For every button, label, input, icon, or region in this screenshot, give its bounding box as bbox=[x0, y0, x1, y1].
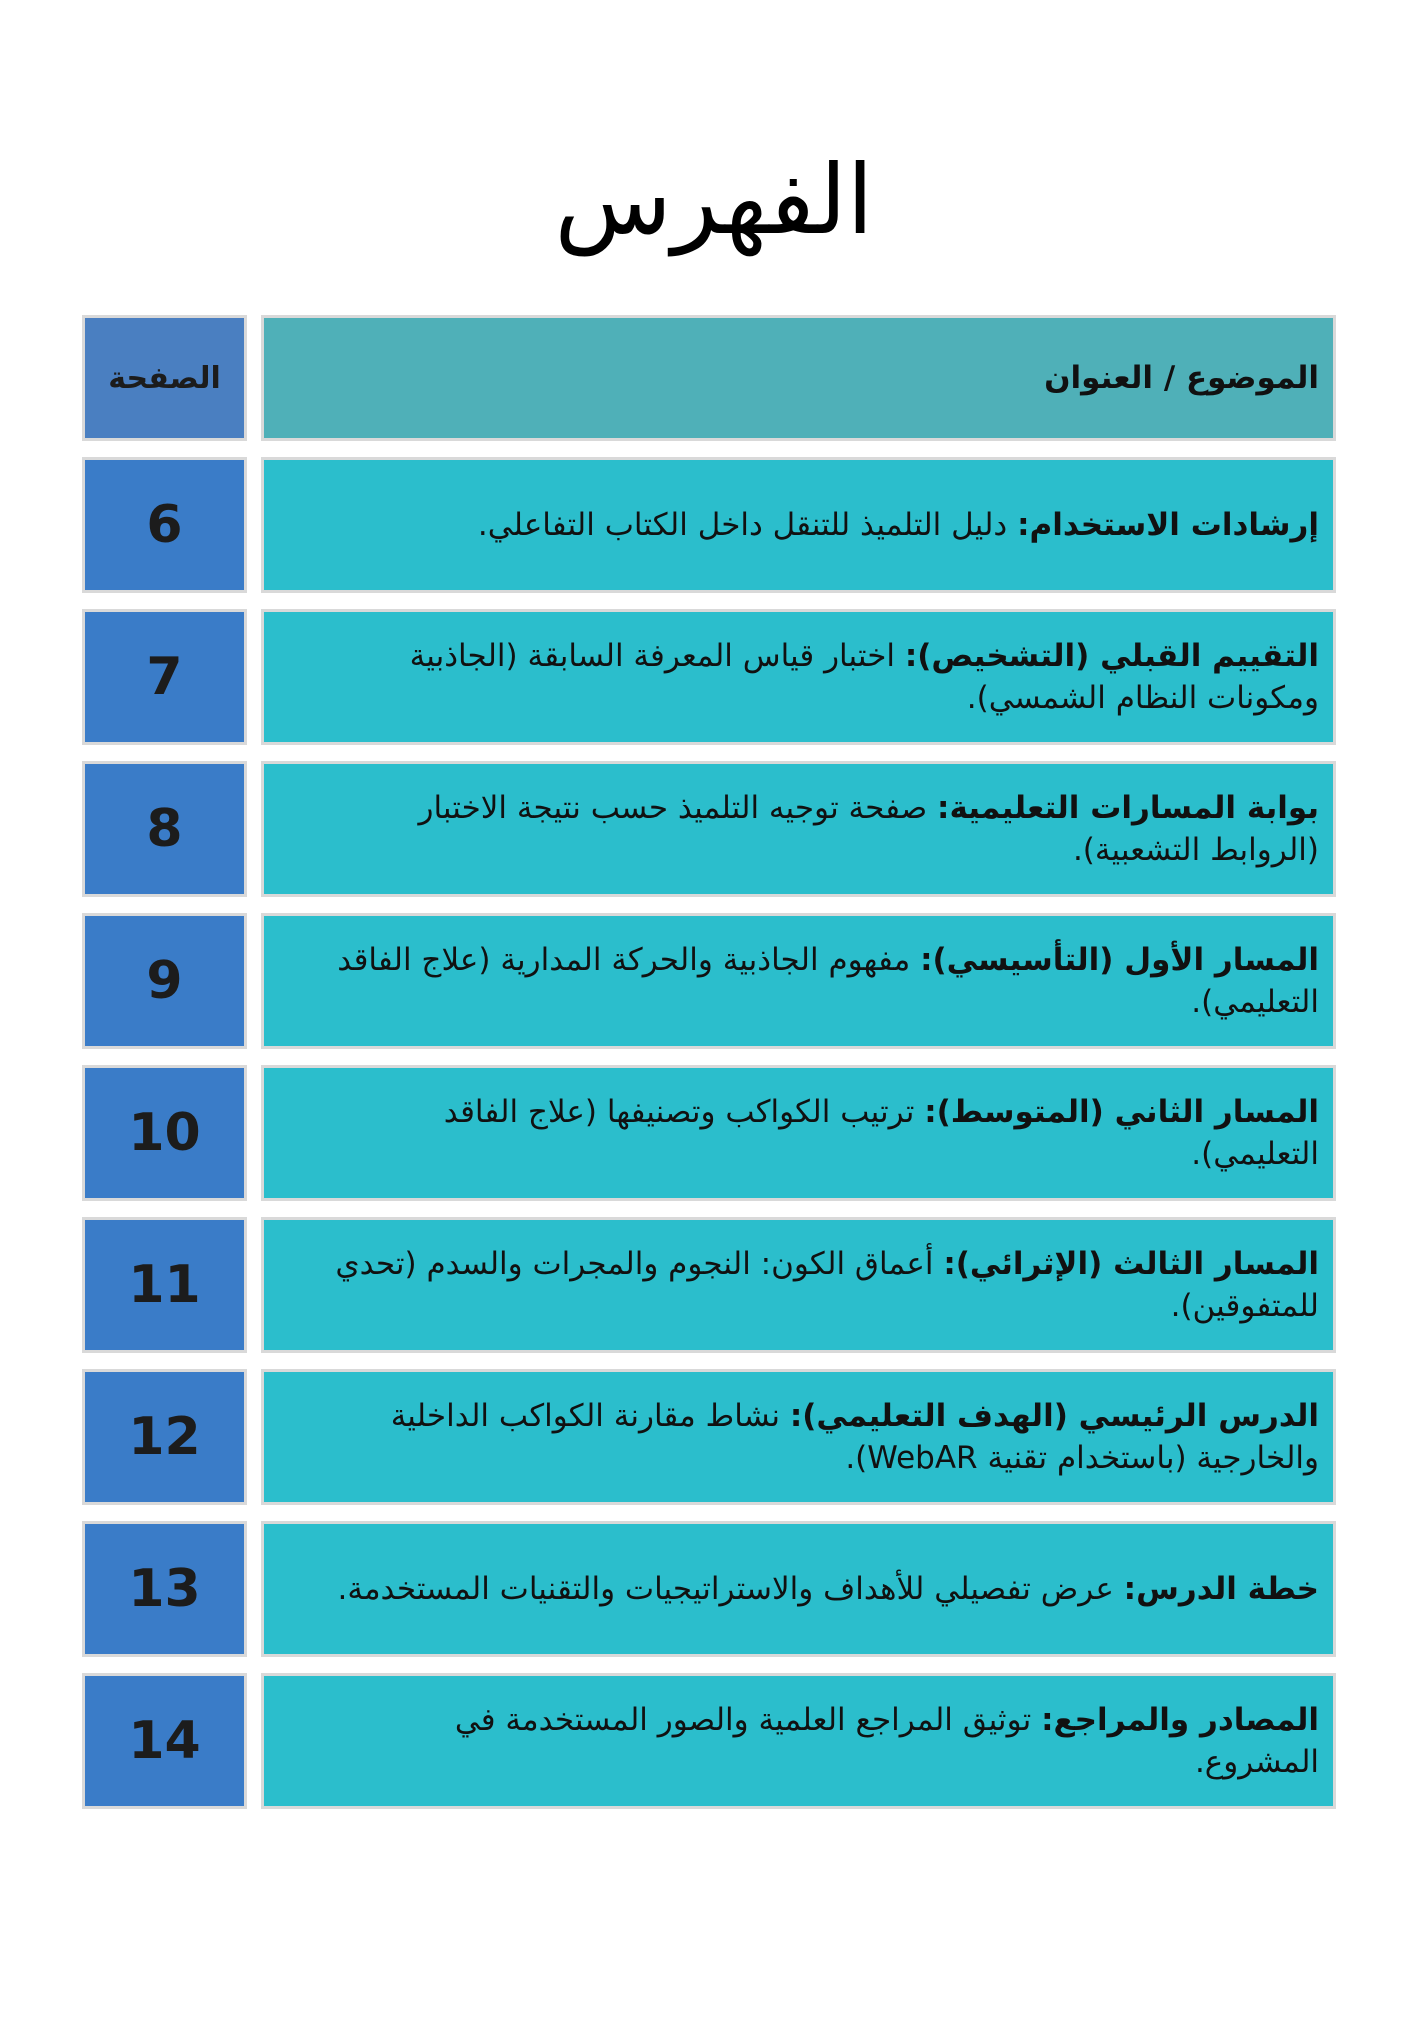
toc-row[interactable] bbox=[82, 1065, 1336, 1201]
toc-row[interactable] bbox=[82, 1673, 1336, 1809]
page-number: 10 bbox=[128, 1103, 201, 1163]
topic-description: مفهوم الجاذبية والحركة المدارية (علاج الفاقد التعليمي). bbox=[337, 942, 1319, 1020]
topic-text bbox=[324, 939, 1319, 1023]
page-number-cell bbox=[82, 457, 247, 593]
column-gap bbox=[247, 1065, 261, 1201]
page-number-cell bbox=[82, 761, 247, 897]
toc-row[interactable] bbox=[82, 1369, 1336, 1505]
page-number: 8 bbox=[146, 799, 183, 859]
topic-description: توثيق المراجع العلمية والصور المستخدمة في المشروع. bbox=[454, 1702, 1319, 1780]
topic-label: المسار الأول (التأسيسي): bbox=[920, 942, 1319, 978]
topic-text bbox=[324, 504, 1319, 546]
page-number-cell bbox=[82, 1065, 247, 1201]
topic-cell bbox=[261, 1217, 1336, 1353]
page-number: 12 bbox=[128, 1407, 201, 1467]
topic-cell bbox=[261, 913, 1336, 1049]
topic-text bbox=[324, 1568, 1319, 1610]
topic-label: الدرس الرئيسي (الهدف التعليمي): bbox=[789, 1398, 1319, 1434]
topic-cell bbox=[261, 1521, 1336, 1657]
topic-label: المسار الثالث (الإثرائي): bbox=[943, 1246, 1319, 1282]
topic-label: التقييم القبلي (التشخيص): bbox=[904, 638, 1319, 674]
page-number: 11 bbox=[128, 1255, 201, 1315]
topic-cell bbox=[261, 457, 1336, 593]
header-page-cell bbox=[82, 315, 247, 441]
header-topic-label: الموضوع / العنوان bbox=[1044, 360, 1319, 396]
page-number-cell bbox=[82, 1521, 247, 1657]
table-header-row bbox=[82, 315, 1336, 441]
page-title: الفهرس bbox=[554, 144, 874, 256]
toc-row[interactable] bbox=[82, 457, 1336, 593]
page-number-cell bbox=[82, 1673, 247, 1809]
column-gap bbox=[247, 1521, 261, 1657]
page-number-cell bbox=[82, 1217, 247, 1353]
column-gap bbox=[247, 1217, 261, 1353]
column-gap bbox=[247, 609, 261, 745]
topic-description: دليل التلميذ للتنقل داخل الكتاب التفاعلي. bbox=[477, 507, 1018, 543]
toc-row[interactable] bbox=[82, 1521, 1336, 1657]
column-gap bbox=[247, 913, 261, 1049]
column-gap bbox=[247, 761, 261, 897]
toc-row[interactable] bbox=[82, 913, 1336, 1049]
topic-text bbox=[324, 1699, 1319, 1783]
toc-row[interactable] bbox=[82, 609, 1336, 745]
topic-description: نشاط مقارنة الكواكب الداخلية والخارجية (باستخدام تقنية WebAR). bbox=[390, 1398, 1319, 1476]
topic-text bbox=[324, 1395, 1319, 1479]
page-number-cell bbox=[82, 609, 247, 745]
page-number: 7 bbox=[146, 647, 183, 707]
topic-cell bbox=[261, 1673, 1336, 1809]
topic-description: عرض تفصيلي للأهداف والاستراتيجيات والتقنيات المستخدمة. bbox=[337, 1571, 1124, 1607]
topic-label: المسار الثاني (المتوسط): bbox=[924, 1094, 1319, 1130]
toc-row[interactable] bbox=[82, 1217, 1336, 1353]
topic-cell bbox=[261, 761, 1336, 897]
page-number: 9 bbox=[146, 951, 183, 1011]
topic-text bbox=[324, 787, 1319, 871]
topic-label: المصادر والمراجع: bbox=[1041, 1702, 1319, 1738]
page-number: 13 bbox=[128, 1559, 201, 1619]
topic-description: صفحة توجيه التلميذ حسب نتيجة الاختبار (الروابط التشعبية). bbox=[418, 790, 1319, 868]
page-number-cell bbox=[82, 913, 247, 1049]
topic-description: أعماق الكون: النجوم والمجرات والسدم (تحدي للمتفوقين). bbox=[335, 1246, 1319, 1324]
topic-cell bbox=[261, 1369, 1336, 1505]
page-number: 6 bbox=[146, 495, 183, 555]
topic-cell bbox=[261, 1065, 1336, 1201]
header-topic-cell bbox=[261, 315, 1336, 441]
topic-text bbox=[324, 1091, 1319, 1175]
page-number-cell bbox=[82, 1369, 247, 1505]
column-gap bbox=[247, 457, 261, 593]
topic-text bbox=[324, 1243, 1319, 1327]
column-gap bbox=[247, 1673, 261, 1809]
toc-row[interactable] bbox=[82, 761, 1336, 897]
topic-text bbox=[324, 635, 1319, 719]
column-gap bbox=[247, 315, 261, 441]
topic-description: ترتيب الكواكب وتصنيفها (علاج الفاقد التعليمي). bbox=[443, 1094, 1319, 1172]
topic-label: بوابة المسارات التعليمية: bbox=[937, 790, 1319, 826]
column-gap bbox=[247, 1369, 261, 1505]
topic-label: إرشادات الاستخدام: bbox=[1017, 507, 1319, 543]
topic-label: خطة الدرس: bbox=[1123, 1571, 1319, 1607]
header-page-label: الصفحة bbox=[108, 360, 221, 396]
page-number: 14 bbox=[128, 1711, 201, 1771]
topic-description: اختبار قياس المعرفة السابقة (الجاذبية ومكونات النظام الشمسي). bbox=[409, 638, 1319, 716]
table-of-contents bbox=[82, 315, 1336, 1825]
topic-cell bbox=[261, 609, 1336, 745]
